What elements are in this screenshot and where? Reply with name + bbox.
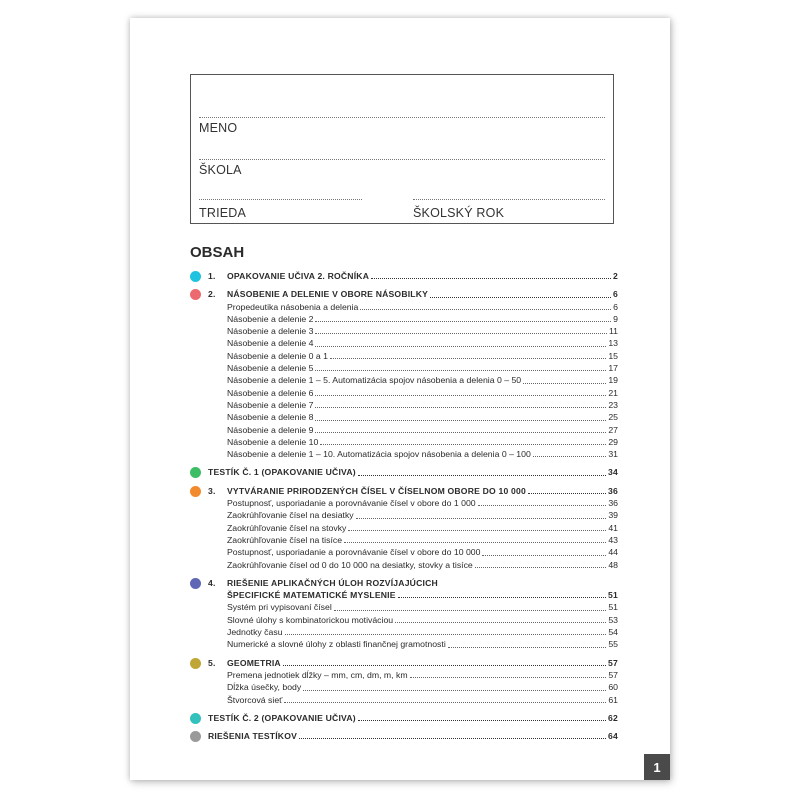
toc-subentry[interactable] (190, 497, 618, 509)
page-ref: 41 (608, 522, 618, 533)
entry-title: Zaokrúhľovanie čísel na stovky (227, 522, 347, 533)
dot-leader (356, 518, 607, 519)
page-ref: 17 (608, 363, 618, 374)
dot-leader (533, 456, 607, 457)
entry-title: Postupnosť, usporiadanie a porovnávanie čísel v obore do 10 000 (227, 547, 481, 558)
toc-subentry[interactable] (190, 522, 618, 534)
page-ref: 27 (608, 424, 618, 435)
entry-title: VYTVÁRANIE PRIRODZENÝCH ČÍSEL V ČÍSELNOM OBORE DO 10 000 (227, 485, 526, 496)
entry-title: Systém pri vypisovaní čísel (227, 602, 332, 613)
skola-label: ŠKOLA (199, 163, 242, 177)
toc-subentry[interactable] (190, 387, 618, 399)
entry-title: OPAKOVANIE UČIVA 2. ROČNÍKA (227, 271, 370, 281)
page-ref: 62 (608, 712, 618, 723)
page-number: 1 (644, 754, 670, 780)
toc-entry[interactable] (190, 712, 618, 724)
toc-section (190, 270, 618, 282)
meno-label: MENO (199, 121, 238, 135)
contents-title: OBSAH (190, 244, 245, 261)
dot-leader (299, 738, 606, 739)
page-ref: 34 (608, 467, 618, 478)
dot-leader (478, 505, 607, 506)
entry-title: GEOMETRIA (227, 657, 281, 668)
page-ref: 23 (608, 399, 618, 410)
entry-title: Násobenie a delenie 10 (227, 436, 319, 447)
toc-section (190, 288, 618, 460)
toc-subentry[interactable] (190, 424, 618, 436)
section-number: 5. (208, 657, 216, 668)
page-ref: 36 (608, 485, 618, 496)
section-color-dot (190, 578, 201, 589)
entry-title: Násobenie a delenie 7 (227, 399, 314, 410)
toc-subentry[interactable] (190, 669, 618, 681)
page-ref: 11 (608, 326, 618, 337)
page-ref: 43 (608, 534, 618, 545)
page-ref: 51 (608, 602, 618, 613)
page-ref: 44 (608, 547, 618, 558)
section-color-dot (190, 658, 201, 669)
page-ref: 25 (608, 412, 618, 423)
entry-title: TESTÍK Č. 1 (OPAKOVANIE UČIVA) (208, 467, 356, 478)
toc-subentry[interactable] (190, 313, 618, 325)
dot-leader (315, 321, 611, 322)
entry-title: RIEŠENIA TESTÍKOV (208, 731, 298, 742)
dot-leader (315, 432, 606, 433)
entry-title: Násobenie a delenie 2 (227, 313, 314, 324)
dot-leader (398, 597, 606, 598)
dot-leader (448, 647, 607, 648)
page-ref: 39 (608, 510, 618, 521)
toc-subentry[interactable] (190, 411, 618, 423)
entry-title: NÁSOBENIE A DELENIE V OBORE NÁSOBILKY (227, 289, 429, 300)
dot-leader (315, 395, 606, 396)
toc-section (190, 712, 618, 724)
skola-line[interactable] (199, 159, 605, 160)
meno-line[interactable] (199, 117, 605, 118)
dot-leader (315, 333, 607, 334)
dot-leader (315, 420, 606, 421)
toc-section (190, 730, 618, 742)
page-ref: 15 (608, 350, 618, 361)
page-ref: 48 (608, 559, 618, 570)
entry-title: Zaokrúhľovanie čísel na desiatky (227, 510, 354, 521)
toc-subentry[interactable] (190, 509, 618, 521)
section-number: 4. (208, 577, 216, 588)
toc-subentry[interactable] (190, 374, 618, 386)
page-ref: 29 (608, 436, 618, 447)
toc-subentry[interactable] (190, 399, 618, 411)
toc-subentry[interactable] (190, 601, 618, 613)
toc-subentry[interactable] (190, 626, 618, 638)
page-ref: 57 (608, 657, 618, 668)
dot-leader (371, 278, 611, 279)
toc-subentry[interactable] (190, 350, 618, 362)
dot-leader (348, 530, 606, 531)
dot-leader (315, 407, 606, 408)
dot-leader (482, 555, 606, 556)
page-ref: 51 (608, 590, 618, 601)
entry-title: Násobenie a delenie 5 (227, 363, 314, 374)
dot-leader (344, 542, 606, 543)
entry-title: Násobenie a delenie 9 (227, 424, 314, 435)
toc-entry[interactable] (190, 270, 618, 282)
dot-leader (475, 567, 607, 568)
toc-subentry[interactable] (190, 681, 618, 693)
entry-title: Násobenie a delenie 6 (227, 387, 314, 398)
toc-subentry[interactable] (190, 301, 618, 313)
dot-leader (285, 634, 607, 635)
entry-title: Numerické a slovné úlohy z oblasti finančnej gramotnosti (227, 639, 446, 650)
skolsky-rok-line[interactable] (413, 199, 605, 200)
dot-leader (358, 475, 606, 476)
dot-leader (358, 720, 606, 721)
section-number: 2. (208, 289, 216, 300)
student-info-form (190, 74, 614, 224)
toc-subentry[interactable] (190, 325, 618, 337)
entry-title: Štvorcová sieť (227, 694, 283, 705)
dot-leader (320, 444, 606, 445)
page-ref: 53 (608, 614, 618, 625)
entry-title: RIEŠENIE APLIKAČNÝCH ÚLOH ROZVÍJAJÚCICH (227, 577, 438, 588)
entry-title: Násobenie a delenie 0 a 1 (227, 350, 328, 361)
toc-subentry[interactable] (190, 337, 618, 349)
section-number: 3. (208, 485, 216, 496)
entry-title: ŠPECIFICKÉ MATEMATICKÉ MYSLENIE (227, 590, 396, 601)
workbook-page (130, 18, 670, 780)
entry-title: Násobenie a delenie 1 – 5. Automatizácia spojov násobenia a delenia 0 – 50 (227, 375, 522, 386)
dot-leader (315, 370, 606, 371)
page-ref: 57 (608, 669, 618, 680)
dot-leader (284, 702, 606, 703)
toc-entry[interactable] (190, 485, 618, 497)
page-ref: 31 (608, 449, 618, 460)
toc-entry[interactable] (190, 466, 618, 478)
toc-subentry[interactable] (190, 559, 618, 571)
page-ref: 64 (608, 731, 618, 742)
entry-title: Jednotky času (227, 627, 283, 638)
section-color-dot (190, 713, 201, 724)
toc-subentry[interactable] (190, 694, 618, 706)
toc-section (190, 577, 618, 651)
dot-leader (360, 309, 611, 310)
entry-title: Zaokrúhľovanie čísel od 0 do 10 000 na desiatky, stovky a tisíce (227, 559, 473, 570)
page-ref: 21 (608, 387, 618, 398)
page-ref: 54 (608, 627, 618, 638)
dot-leader (528, 493, 606, 494)
toc-entry[interactable] (190, 577, 618, 589)
page-ref: 13 (608, 338, 618, 349)
page-ref: 36 (608, 498, 618, 509)
entry-title: Zaokrúhľovanie čísel na tisíce (227, 534, 343, 545)
toc-section (190, 485, 618, 571)
section-number: 1. (208, 271, 216, 281)
table-of-contents (190, 270, 618, 742)
toc-subentry[interactable] (190, 614, 618, 626)
dot-leader (430, 297, 611, 298)
entry-title: Násobenie a delenie 3 (227, 326, 314, 337)
dot-leader (523, 383, 606, 384)
entry-title: Slovné úlohy s kombinatorickou motiváciou (227, 614, 394, 625)
trieda-label: TRIEDA (199, 206, 247, 220)
dot-leader (330, 358, 606, 359)
toc-entry[interactable] (190, 589, 618, 601)
page-ref: 61 (608, 694, 618, 705)
entry-title: Postupnosť, usporiadanie a porovnávanie čísel v obore do 1 000 (227, 498, 476, 509)
toc-subentry[interactable] (190, 362, 618, 374)
toc-entry[interactable] (190, 730, 618, 742)
entry-title: Násobenie a delenie 4 (227, 338, 314, 349)
toc-subentry[interactable] (190, 436, 618, 448)
dot-leader (410, 677, 607, 678)
page-ref: 55 (608, 639, 618, 650)
page-ref: 19 (608, 375, 618, 386)
toc-entry[interactable] (190, 288, 618, 300)
page-ref: 9 (613, 313, 618, 324)
toc-section (190, 657, 618, 706)
toc-subentry[interactable] (190, 448, 618, 460)
dot-leader (334, 610, 607, 611)
dot-leader (283, 665, 606, 666)
entry-title: Propedeutika násobenia a delenia (227, 301, 359, 312)
page-ref: 6 (613, 289, 618, 300)
entry-title: Dĺžka úsečky, body (227, 682, 302, 693)
dot-leader (303, 690, 606, 691)
entry-title: TESTÍK Č. 2 (OPAKOVANIE UČIVA) (208, 712, 356, 723)
dot-leader (315, 346, 606, 347)
entry-title: Násobenie a delenie 1 – 10. Automatizácia spojov násobenia a delenia 0 – 100 (227, 449, 531, 460)
toc-subentry[interactable] (190, 546, 618, 558)
page-ref: 60 (608, 682, 618, 693)
toc-entry[interactable] (190, 657, 618, 669)
toc-subentry[interactable] (190, 638, 618, 650)
section-color-dot (190, 271, 201, 282)
toc-subentry[interactable] (190, 534, 618, 546)
page-ref: 6 (613, 301, 618, 312)
entry-title: Premena jednotiek dĺžky – mm, cm, dm, m, km (227, 669, 408, 680)
skolsky-rok-label: ŠKOLSKÝ ROK (413, 206, 505, 220)
dot-leader (395, 622, 606, 623)
trieda-line[interactable] (199, 199, 362, 200)
entry-title: Násobenie a delenie 8 (227, 412, 314, 423)
toc-section (190, 466, 618, 478)
section-color-dot (190, 486, 201, 497)
page-ref: 2 (613, 271, 618, 281)
